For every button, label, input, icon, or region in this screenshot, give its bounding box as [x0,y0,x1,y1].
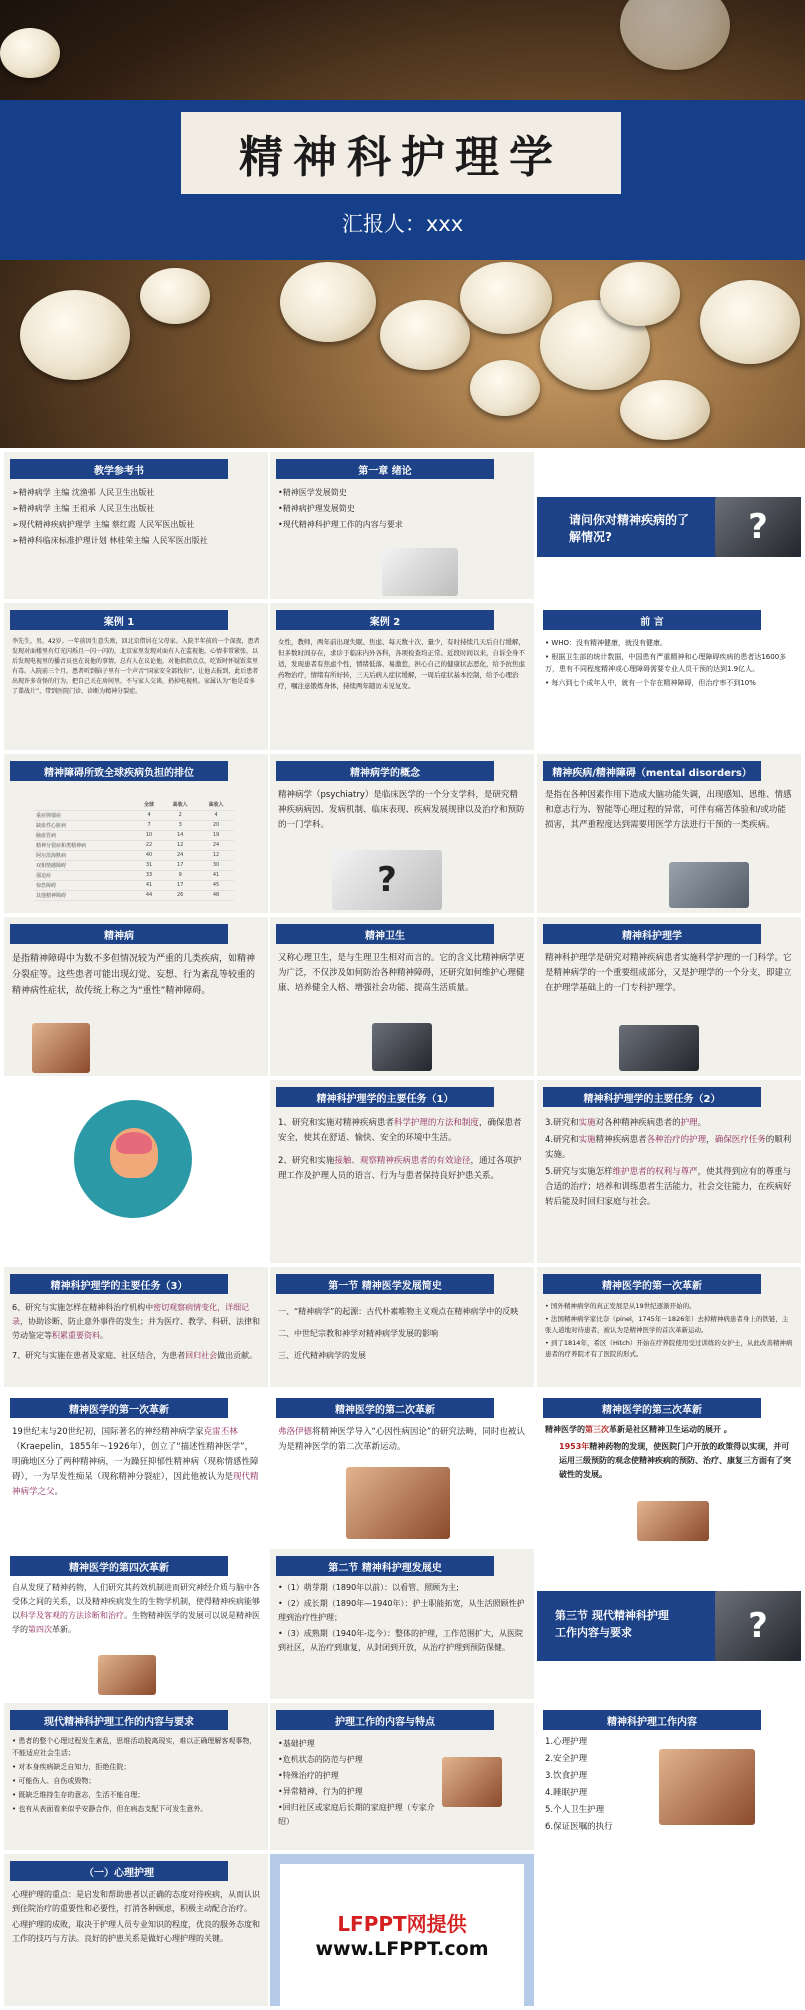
list-item: •特殊治疗的护理 [278,1771,339,1780]
therapy-room-image [619,1025,699,1071]
table-cell: 40 [136,850,162,860]
list-item: 2.安全护理 [545,1754,588,1764]
slide-case2 [270,603,534,750]
reporter-label: 汇报人：xxx [341,212,464,236]
task-item-6: 6、研究与实施怎样在精神科治疗机构中密切观察病情变化，详细记录，协助诊断、防止意外事件的发生；并为医疗、教学、科研、法律和劳动鉴定等积累重要资料。 [12,1303,260,1340]
office-worker-image [669,862,749,908]
list-item: 4.睡眠护理 [545,1788,588,1798]
list-item: 1.心理护理 [545,1737,588,1747]
question-mark-icon: ? [748,507,768,547]
slide-header: 第二节 精神科护理发展史 [276,1556,494,1576]
slide-header: 第一节 精神医学发展简史 [276,1274,494,1294]
list-item: •现代精神科护理工作的内容与要求 [278,520,403,529]
slide-header: 精神科护理学 [543,924,761,944]
slide-header: 教学参考书 [10,459,228,479]
brain-icon [116,1132,152,1154]
slide-rev1a [537,1267,801,1387]
table-cell: 3 [162,820,198,830]
headache-man-image [382,548,458,596]
slide-empty [537,1854,801,2006]
list-item: •基础护理 [278,1739,315,1748]
slide-concept [270,754,534,913]
table-cell: 24 [162,850,198,860]
section-title: 第三节 现代精神科护理工作内容与要求 [555,1609,669,1639]
list-item: ➢精神科临床标准护理计划 林桂荣主编 人民军医出版社 [12,536,208,545]
list-item: •精神医学发展简史 [278,488,347,497]
list-item: 3.饮食护理 [545,1771,588,1781]
slide-rev4 [4,1549,268,1699]
brand-line1: LFPPT网提供 [337,1912,467,1936]
hands-image [637,1501,709,1541]
task-item-3: 3.研究和实施对各种精神疾病患者的护理。 [545,1118,707,1128]
task-item-7: 7、研究与实施在患者及家庭、社区结合，为患者回归社会做出贡献。 [12,1351,258,1360]
slide-header: 前 言 [543,610,761,630]
burden-table [34,800,234,901]
list-item: 三、近代精神病学的发展 [278,1351,366,1360]
table-cell: 10 [136,830,162,840]
list-item: 心理护理的重点：是启发和帮助患者以正确的态度对待疾病，从而认识到住院治疗的重要性和必要性，打消各种顾虑，积极主动配合治疗。 [12,1890,260,1913]
slide-question [537,452,801,599]
question-mark-icon: ? [748,1606,768,1646]
slide-header: 案例 2 [276,610,494,630]
brand-line2: www.LFPPT.com [315,1938,489,1960]
case1-text: 李先生，男，42岁。一年前因生意失败，回北京借居在父母家。入院半年前的一个深夜，患者发现对面楼里有灯光闪烁且一闪一闪的，北京家里发现对面有人在监视他，心情非常紧张，以后发现电视里的播音员也在说他的事情，总有人在议论他，对他指指点点，吃饭时怀疑饭菜里有毒。入院前三个月，患者听到脑子里有一个声音“国家安全部找你”，让他去报到，此后患者出现许多奇怪的行为，把自己关在房间里，不与家人交谈，扔掉电视机。家属认为“他是看多了谍战片”，带到医院门诊，诊断为精神分裂症。 [12,638,260,695]
slide-header: 精神医学的第三次革新 [543,1398,761,1418]
slide-header: 精神病 [10,924,228,944]
slide-header: 精神医学的第一次革新 [543,1274,761,1294]
slide-psychosis [4,917,268,1076]
slide-header: 精神障碍所致全球疾病负担的排位 [10,761,228,781]
table-cell: 19 [198,830,234,840]
slide-references [4,452,268,599]
table-cell: 7 [136,820,162,830]
slide-rev1b [4,1391,268,1545]
shouting-man-image [98,1655,156,1695]
cover-slide [0,0,805,448]
concept-text: 精神病学（psychiatry）是临床医学的一个分支学科，是研究精神疾病病因、发病机制、临床表现、疾病发展规律以及治疗和预防的一门学科。 [278,790,525,830]
slide-nursing [537,917,801,1076]
table-cell: 惊恐障碍 [34,880,136,890]
rev2-text: 弗洛伊德将精神医学导入“心因性病因论”的研究法畴，同时也被认为是精神医学的第二次革新运动。 [278,1427,525,1452]
table-cell: 41 [136,880,162,890]
table-row [34,850,234,860]
table-cell: 强迫症 [34,870,136,880]
rev3-line1: 精神医学的第三次革新是社区精神卫生运动的展开 。 [545,1425,732,1434]
case2-text: 女性，教师，两年前出现失眠、焦虑、每天数十次、量少，有时持续几天后自行缓解，但多数时间存在，求诊于临床内外各科，各项检查均正常。近段时间以来，自诉全身不适，发现患者有焦虑个性，情绪低落、易激惹，担心自己的健康状态恶化，给予抗焦虑药物治疗，情绪有所好转，三天后病人症状缓解，一周后症状基本控制，给予心理治疗，嘱注意锻炼身体，持续两年随访未见复发。 [278,638,525,690]
slide-requirements [4,1703,268,1850]
table-cell: 双相情感障碍 [34,860,136,870]
list-item: •异常精神、行为的护理 [278,1787,363,1796]
list-item: • 对本身疾病缺乏自知力，拒绝住院； [12,1763,131,1771]
list-item: •危机状态的防范与护理 [278,1755,363,1764]
table-cell: 45 [198,880,234,890]
main-title: 精神科护理学 [181,112,621,194]
list-item: •精神病护理发展简史 [278,504,355,513]
list-item: • 国外精神病学的真正发展是从19世纪逐渐开始的。 [545,1302,696,1310]
slide-header: （一）心理护理 [10,1861,228,1881]
list-item: • 既缺乏维持生存的意志，生活不能自理； [12,1791,145,1799]
question-text: 请问你对精神疾病的了解情况? [569,513,690,544]
list-item: • 可能伤人、自伤或毁物； [12,1777,96,1785]
list-item: • 法国精神病学家比奈（pinel，1745年－1826年）去掉精神病患者身上的铁链，主张人道地对待患者，被认为是精神医学的首次革新运动。 [545,1315,789,1334]
list-item: •（2）成长期（1890年—1940年）：护士职能拓宽，从生活照顾性护理到治疗性护理； [278,1599,525,1622]
head-pain-image [32,1023,90,1073]
table-cell: 17 [162,880,198,890]
slide-tasks1 [270,1080,534,1263]
slide-hygiene [270,917,534,1076]
disorder-text: 是指在各种因素作用下造成大脑功能失调，出现感知、思维、情感和意志行为、智能等心理过程的异常，可伴有痛苦体验和/或功能损害，其严重程度达到需要用医学方法进行干预的一类疾病。 [545,790,792,830]
screaming-woman-image [346,1467,450,1539]
table-cell: 阿尔茨海默病 [34,850,136,860]
slide-rev2 [270,1391,534,1545]
slide-history [270,1267,534,1387]
table-row [34,830,234,840]
list-item: ➢精神病学 主编 沈渔邨 人民卫生出版社 [12,488,155,497]
list-item: 5.个人卫生护理 [545,1805,605,1815]
slide-case1 [4,603,268,750]
slide-header: 精神医学的第一次革新 [10,1398,228,1418]
task-item-2: 2、研究和实施接触、观察精神疾病患者的有效途径，通过各项护理工作及护理人员的语言、行为与患者保持良好护患关系。 [278,1156,522,1181]
slide-header: 精神疾病/精神障碍（mental disorders） [543,761,761,781]
table-cell: 12 [162,840,198,850]
slide-preface [537,603,801,750]
slide-header: 案例 1 [10,610,228,630]
table-row [34,860,234,870]
table-cell: 其他精神障碍 [34,890,136,900]
table-cell: 4 [136,810,162,820]
task-item-5: 5.研究与实施怎样维护患者的权利与尊严，使其得到应有的尊重与合适的治疗；培养和训练患者生活能力，社会交往能力，在疾病好转后能及时回归家庭与社会。 [545,1167,792,1207]
list-item: • WHO：没有精神健康，就没有健康。 [545,639,668,647]
table-cell: 44 [136,890,162,900]
table-cell: 2 [162,810,198,820]
list-item: • 到了1814年，希区（Hitch）开始在疗养院使用受过训练的女护士，从此改善精神病患者的疗养院才有了医院的形式。 [545,1339,793,1358]
slide-psych-nursing [4,1854,268,2006]
task-item-4: 4.研究和实施精神疾病患者各种治疗的护理，确保医疗任务的顺利实施。 [545,1135,792,1160]
table-header-row: 全球 高收入 高收入 [34,800,234,810]
table-cell: 脑血管病 [34,830,136,840]
slide-header: 精神医学的第二次革新 [276,1398,494,1418]
list-item: •（3）成熟期（1940年-迄今）：整体的护理，工作范围扩大，从医院到社区，从治疗到康复，从封闭到开放，从治疗护理到预防保健。 [278,1629,524,1652]
table-cell: 精神分裂症和类精神病 [34,840,136,850]
slide-header: 精神病学的概念 [276,761,494,781]
list-item: 心理护理的成败，取决于护理人员专业知识的程度，优良的服务态度和工作的技巧与方法。良好的护患关系是做好心理护理的关键。 [12,1920,260,1943]
list-item: 二、中世纪宗教和神学对精神病学发展的影响 [278,1329,438,1338]
list-item: ➢精神病学 主编 王祖承 人民卫生出版社 [12,504,155,513]
slide-burden [4,754,268,913]
list-item: 6.保证医嘱的执行 [545,1822,613,1832]
table-cell: 12 [198,850,234,860]
list-item: • 患者的整个心理过程发生紊乱，思维活动脱离现实，难以正确理解客观事物，不能适应社会生活； [12,1737,257,1757]
table-cell: 9 [162,870,198,880]
table-cell: 48 [198,890,234,900]
slide-features [270,1703,534,1850]
hygiene-text: 又称心理卫生，是与生理卫生相对而言的。它的含义比精神病学更为广泛，不仅涉及如何防治各种精神障碍，还研究如何维护心理健康、培养健全人格、增强社会功能、提高生活质量。 [278,953,525,993]
slide-header: 精神科护理学的主要任务（2） [543,1087,761,1107]
list-item: • 每六到七个成年人中，就有一个存在精神障碍，但治疗率不到10% [545,679,756,687]
table-row [34,820,234,830]
list-item: •（1）萌芽期（1890年以前）：以看管、照顾为主; [278,1583,459,1592]
slide-header: 精神卫生 [276,924,494,944]
table-cell: 31 [136,860,162,870]
slide-header: 现代精神科护理工作的内容与要求 [10,1710,228,1730]
slide-brain [4,1080,268,1263]
list-item: •回归社区或家庭后长期的家庭护理（专家介绍） [278,1803,435,1826]
table-cell: 24 [198,840,234,850]
list-item: • 也有从表面看来似乎安静合作，但在病态支配下可发生意外。 [12,1805,208,1813]
angry-man-image [659,1749,755,1825]
slide-sec3 [537,1549,801,1699]
table-cell: 17 [162,860,198,870]
rev4-text: 自从发现了精神药物，人们研究其药效机制进而研究神经介质与脑中各受体之间的关系，以及精神疾病发生的生物学机制，使得精神疾病能够以科学及客观的方法诊断和治疗。生物精神医学的发展可以说是精神医学的第四次革新。 [12,1583,260,1634]
table-row [34,810,234,820]
screaming-woman-image [442,1757,502,1807]
slide-chapter1 [270,452,534,599]
nursing-text: 精神科护理学是研究对精神疾病患者实施科学护理的一门科学。它是精神病学的一个重要组成部分，又是护理学的一个分支，即建立在护理学基础上的一门专科护理学。 [545,953,792,993]
table-row [34,870,234,880]
slide-header: 精神科护理学的主要任务（1） [276,1087,494,1107]
table-cell: 4 [198,810,234,820]
table-cell: 30 [198,860,234,870]
table-cell: 缺血性心脏病 [34,820,136,830]
list-item: ➢现代精神疾病护理学 主编 蔡红霞 人民军医出版社 [12,520,195,529]
slide-tasks3 [4,1267,268,1387]
slide-header: 精神科护理学的主要任务（3） [10,1274,228,1294]
slide-sec2 [270,1549,534,1699]
slide-rev3 [537,1391,801,1545]
slide-content [537,1703,801,1850]
table-cell: 20 [198,820,234,830]
rev3-line2: 1953年精神药物的发现，使医院门户开放的政策得以实现，并可运用三级预防的观念使精神疾病的预防、治疗、康复三方面有了突破性的发展。 [559,1442,791,1479]
table-row [34,880,234,890]
psychosis-text: 是指精神障碍中为数不多但情况较为严重的几类疾病，如精神分裂症等。这些患者可能出现幻觉、妄想、行为紊乱等较重的精神病性症状，故传统上称之为“重性”精神障碍。 [12,954,256,996]
slide-header: 精神医学的第四次革新 [10,1556,228,1576]
slide-brand [270,1854,534,2006]
slide-disorder [537,754,801,913]
table-cell: 14 [162,830,198,840]
slide-header: 精神科护理工作内容 [543,1710,761,1730]
slide-header: 护理工作的内容与特点 [276,1710,494,1730]
list-item: 一、“精神病学”的起源：古代朴素唯物主义观点在精神病学中的反映 [278,1307,519,1316]
slide-tasks2 [537,1080,801,1263]
table-cell: 22 [136,840,162,850]
table-row [34,890,234,900]
slide-header: 第一章 绪论 [276,459,494,479]
table-cell: 41 [198,870,234,880]
task-item-1: 1、研究和实施对精神疾病患者科学护理的方法和制度，确保患者安全，使其在舒适、愉快、安全的环境中生活。 [278,1118,522,1143]
table-cell: 重症抑郁症 [34,810,136,820]
list-item: • 根据卫生部的统计数据，中国患有严重精神和心理障碍疾病的患者达1600多万，患有不同程度精神或心理障碍需要专业人员干预的达到1.9亿人。 [545,653,787,673]
table-cell: 26 [162,890,198,900]
table-cell: 33 [136,870,162,880]
table-row [34,840,234,850]
question-mark-icon: ? [377,860,397,900]
rev1b-text: 19世纪末与20世纪初，国际著名的神经精神病学家克雷丕林（Kraepelin，1855年～1926年），创立了“描述性精神医学”，明确地区分了两种精神病，一为躁狂抑郁性精神病（现称情感性障碍），一为早发性痴呆（现称精神分裂症），因此他被认为是现代精神病学之父。 [12,1427,259,1497]
stressed-woman-image [372,1023,432,1071]
